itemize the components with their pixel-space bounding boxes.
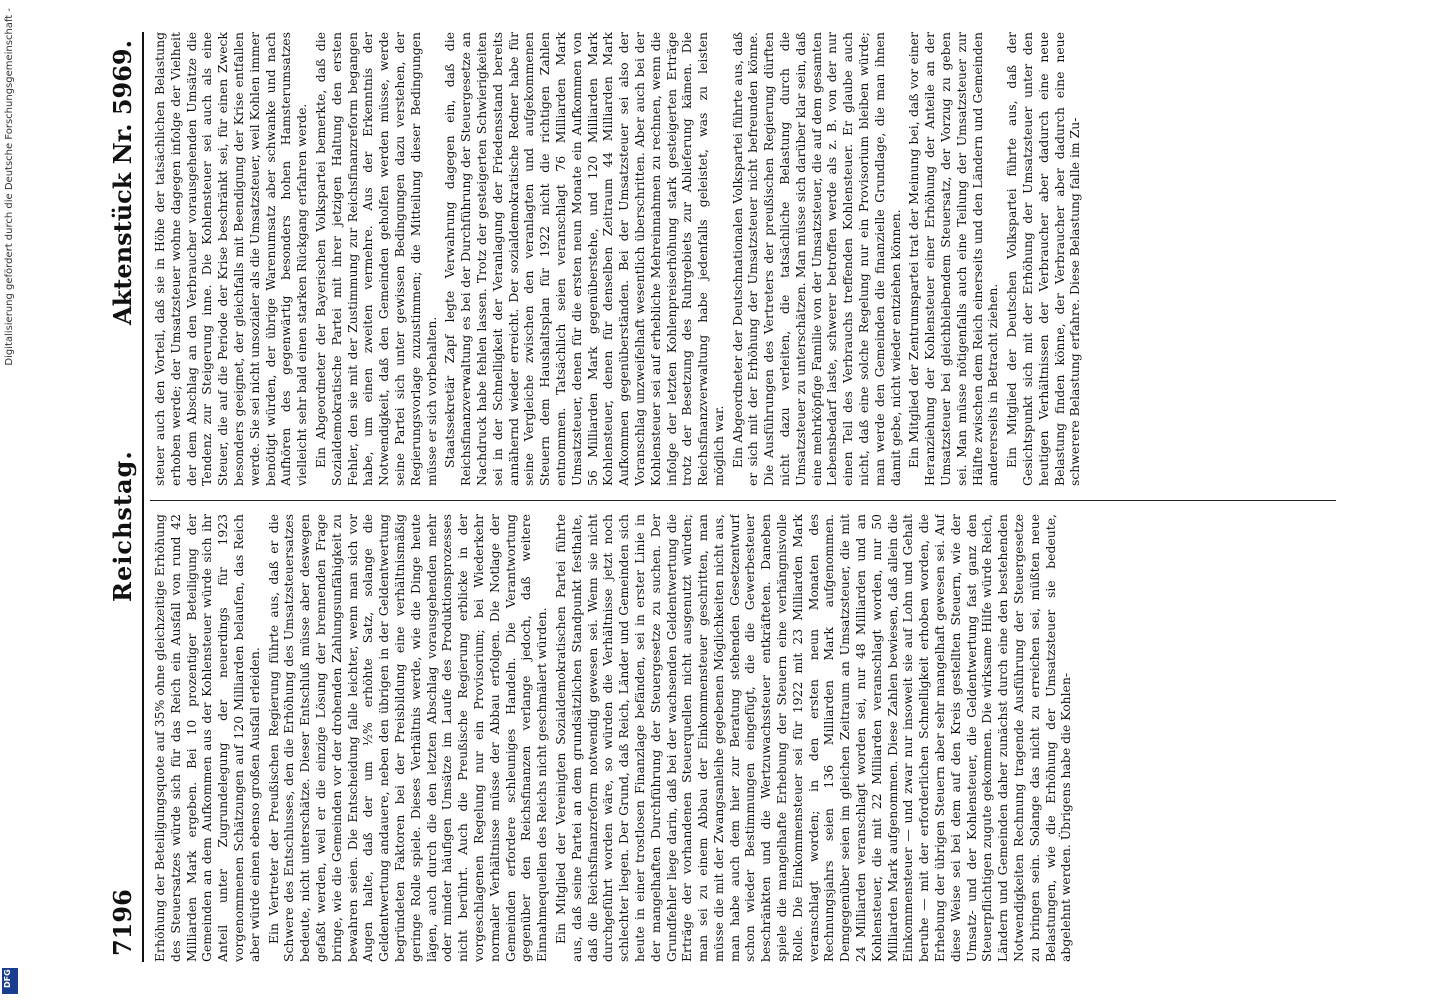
- dfg-logo: [2, 968, 18, 994]
- document-section: Aktenstück Nr. 5969.: [108, 40, 137, 325]
- paragraph: steuer auch den Vorteil, daß sie in Höhe der tatsächlichen Belastung erhoben werde; der Umsatzsteuer wohne dagegen infolge der Vielheit der dem Abschlag an den Verbraucher vorausgehenden Umsätze die Tendenz zur Steigerung inne. Die Kohlensteuer sei auch als eine Steuer, die auf die Periode der Krise beschränkt sei, für einen Zweck besonders geeignet, der gleichfalls mit Beendigung der Krise entfallen werde. Sie sei nicht unsozialer als die Umsatzsteuer, weil Kohlen immer benötigt würden, der übrige Warenumsatz aber schwanke und nach Aufhören des gegenwärtig besonders hohen Hamsterumsatzes vielleicht sehr bald einen starken Rückgang erfahren werde.: [152, 32, 310, 486]
- dfg-credit-text: Digitalisierung gefördert durch die Deutsche Forschungsgemeinschaft -: [4, 8, 15, 366]
- paragraph: Erhöhung der Beteiligungsquote auf 35% ohne gleichzeitige Erhöhung des Steuersatzes würde sich für das Reich ein Ausfall von rund 42 Milliarden Mark ergeben. Bei 10 prozentiger Beteiligung der Gemeinden an dem Aufkommen aus der Kohlensteuer würde sich ihr Anteil unter Zugrundelegung der neuerdings für 1923 vorgenommenen Schätzungen auf 120 Milliarden belaufen, das Reich aber würde einen ebenso großen Ausfall erleiden.: [152, 514, 262, 962]
- text-column-left: [152, 514, 1336, 962]
- dfg-logo-text: DFG: [3, 969, 12, 988]
- paragraph: Ein Vertreter der Preußischen Regierung führte aus, daß er die Schwere des Entschlusses, den die Erhöhung des Umsatzsteuersatzes bedeute, nicht unterschätze. Dieser Entschluß müsse aber deswegen gefaßt werden, weil er die einzige Lösung der brennenden Frage bringe, wie die Gemeinden vor der drohenden Zahlungsunfähigkeit zu bewahren seien. Die Entscheidung falle leichter, wenn man sich vor Augen halte, daß der um ½% erhöhte Satz, solange die Geldentwertung andauere, neben den übrigen in der Geldentwertung begründeten Faktoren bei der Preisbildung eine verhältnismäßig geringe Rolle spiele. Dieses Verhältnis werde, wie die Dinge heute lägen, auch durch die den letzten Abschlag vorausgehenden mehr oder minder häufigen Umsätze im Laufe des Produktionsprozesses nicht berührt. Auch die Preußische Regierung erblicke in der vorgeschlagenen Regelung nur ein Provisorium; bei Wiederkehr normaler Verhältnisse müsse der Abbau erfolgen. Die Notlage der Gemeinden erfordere schleuniges Handeln. Die Verantwortung gegenüber den Reichsfinanzen verlange jedoch, daß weitere Einnahmequellen des Reichs nicht geschmälert würden.: [265, 514, 550, 962]
- page-title: Reichstag.: [108, 450, 137, 602]
- paragraph: Ein Abgeordneter der Deutschnationalen Volkspartei führte aus, daß er sich mit der Erhöhung der Umsatzsteuer nicht befreunden könne. Die Ausführungen des Vertreters der preußischen Regierung dürften nicht dazu verleiten, die tatsächliche Belastung durch die Umsatzsteuer zu unterschätzen. Man müsse sich darüber klar sein, daß eine mehrköpfige Familie von der Umsatzsteuer, die auf dem gesamten Lebensbedarf laste, schwerer betroffen werde als z. B. von der nur einen Teil des Verbrauchs treffenden Kohlensteuer. Er glaube auch nicht, daß eine solche Regelung nur ein Provisorium bleiben würde; man werde den Gemeinden die finanzielle Grundlage, die man ihnen damit gebe, nicht wieder entziehen können.: [729, 32, 903, 486]
- paragraph: Ein Mitglied der Deutschen Volkspartei führte aus, daß der Gesichtspunkt sich mit der Erhöhung der Umsatzsteuer unter den heutigen Verhältnissen der Verbraucher aber dadurch eine neue Belastung finden könne, der Verbraucher aber dadurch eine neue schwerere Belastung erfahre. Diese Belastung falle im Zu-: [1004, 32, 1083, 486]
- paragraph: Ein Mitglied der Vereinigten Sozialdemokratischen Partei führte aus, daß seine Partei an dem grundsätzlichen Standpunkt festhalte, daß die Reichsfinanzreform notwendig gewesen sei. Wenn sie nicht durchgeführt worden wäre, so würden die Verhältnisse jetzt noch schlechter liegen. Der Grund, daß Reich, Länder und Gemeinden sich heute in einer trostlosen Finanzlage befänden, sei in erster Linie in der mangelhaften Durchführung der Steuergesetze zu suchen. Der Grundfehler liege darin, daß bei der wachsenden Geldentwertung die Erträge der vorhandenen Steuerquellen nicht ausgenutzt würden; man sei zu einem Abbau der Einkommensteuer geschritten, man müsse die mit der Zwangsanleihe gegebenen Möglichkeiten nicht aus, man habe auch dem hier zur Beratung stehenden Gesetzentwurf schon wieder Bestimmungen eingefügt, die die Gewerbesteuer beschränkten und die Wertzuwachssteuer entkräfteten. Daneben spiele die mangelhafte Erhebung der Steuern eine verhängnisvolle Rolle. Die Einkommensteuer sei für 1922 mit 23 Milliarden Mark veranschlagt worden; in den ersten neun Monaten des Rechnungsjahrs seien 136 Milliarden Mark aufgenommen. Demgegenüber seien im gleichen Zeitraum an Umsatzsteuer, die mit 24 Milliarden veranschlagt worden sei, nur 48 Milliarden und an Kohlensteuer, die mit 22 Milliarden veranschlagt worden, nur 50 Milliarden Mark aufgenommen. Diese Zahlen bewiesen, daß allein die Einkommensteuer — und zwar nur insoweit sie auf Lohn und Gehalt beruhe — mit der erforderlichen Schnelligkeit erhoben worden, die Erhebung der übrigen Steuern aber sehr mangelhaft gewesen sei. Auf diese Weise sei bei dem auf den Kreis gestellten Steuern, wie der Umsatz- und der Kohlensteuer, die Geldentwertung fast ganz den Steuerpflichtigen zugute gekommen. Die wirksame Hilfe würde Reich, Ländern und Gemeinden daher zunächst durch eine den bestehenden Notwendigkeiten Rechnung tragende Ausführung der Steuergesetze zu bringen sein. Solange das nicht zu erreichen sei, müßten neue Belastungen, wie die Erhöhung der Umsatzsteuer sie bedeute, abgelehnt werden. Übrigens habe die Kohlen-: [552, 514, 1074, 962]
- document-page: [104, 32, 1336, 962]
- dfg-credit-strip: [4, 8, 20, 992]
- paragraph: Ein Mitglied der Zentrumspartei trat der Meinung bei, daß vor einer Heranziehung der Kohlensteuer einer Erhöhung der Anteile an der Umsatzsteuer bei gleichbleibendem Steuersatz, der Vorzug zu geben sei. Man müsse nötigenfalls auch eine Teilung der Umsatzsteuer zur Hälfte zwischen dem Reich einerseits und den Ländern und Gemeinden andererseits in Betracht ziehen.: [906, 32, 1001, 486]
- page-header: [104, 32, 144, 962]
- paragraph: Ein Abgeordneter der Bayerischen Volkspartei bemerkte, daß die Sozialdemokratische Partei mit ihrer jetzigen Haltung den ersten Fehler, den sie mit der Zustimmung zur Reichsfinanzreform begangen habe, um einen zweiten vermehre. Aus der Erkenntnis der Notwendigkeit, daß den Gemeinden geholfen werden müsse, werde seine Partei sich unter gewissen Bedingungen dazu verstehen, der Regierungsvorlage zuzustimmen; die Mitteilung dieser Bedingungen müsse er sich vorbehalten.: [312, 32, 439, 486]
- text-column-right: [152, 32, 1336, 486]
- page-number: 7196: [108, 889, 137, 956]
- paragraph: Staatssekretär Zapf legte Verwahrung dagegen ein, daß die Reichsfinanzverwaltung es bei der Durchführung der Steuergesetze an Nachdruck habe fehlen lassen. Trotz der gesteigerten Schwierigkeiten sei in der Schnelligkeit der Veranlagung der Friedensstand bereits annähernd wieder erreicht. Der sozialdemokratische Redner habe für seine Vergleiche zwischen den veranlagten und aufgekommenen Steuern dem Haushaltsplan für 1922 nicht die richtigen Zahlen entnommen. Tatsächlich seien veranschlagt 76 Milliarden Mark Umsatzsteuer, denen für die ersten neun Monate ein Aufkommen von 56 Milliarden Mark gegenüberstehe, und 120 Milliarden Mark Kohlensteuer, denen für denselben Zeitraum 44 Milliarden Mark Aufkommen gegenüberständen. Bei der Umsatzsteuer sei also der Voranschlag unzweifelhaft wesentlich überschritten. Aber auch bei der Kohlensteuer sei auf erhebliche Mehreinnahmen zu rechnen, wenn die infolge der letzten Kohlenpreiserhöhung stark gesteigerten Erträge trotz der Besetzung des Ruhrgebiets zur Ablieferung kämen. Die Reichsfinanzverwaltung habe jedenfalls geleistet, was zu leisten möglich war.: [442, 32, 726, 486]
- column-divider: [150, 500, 1336, 501]
